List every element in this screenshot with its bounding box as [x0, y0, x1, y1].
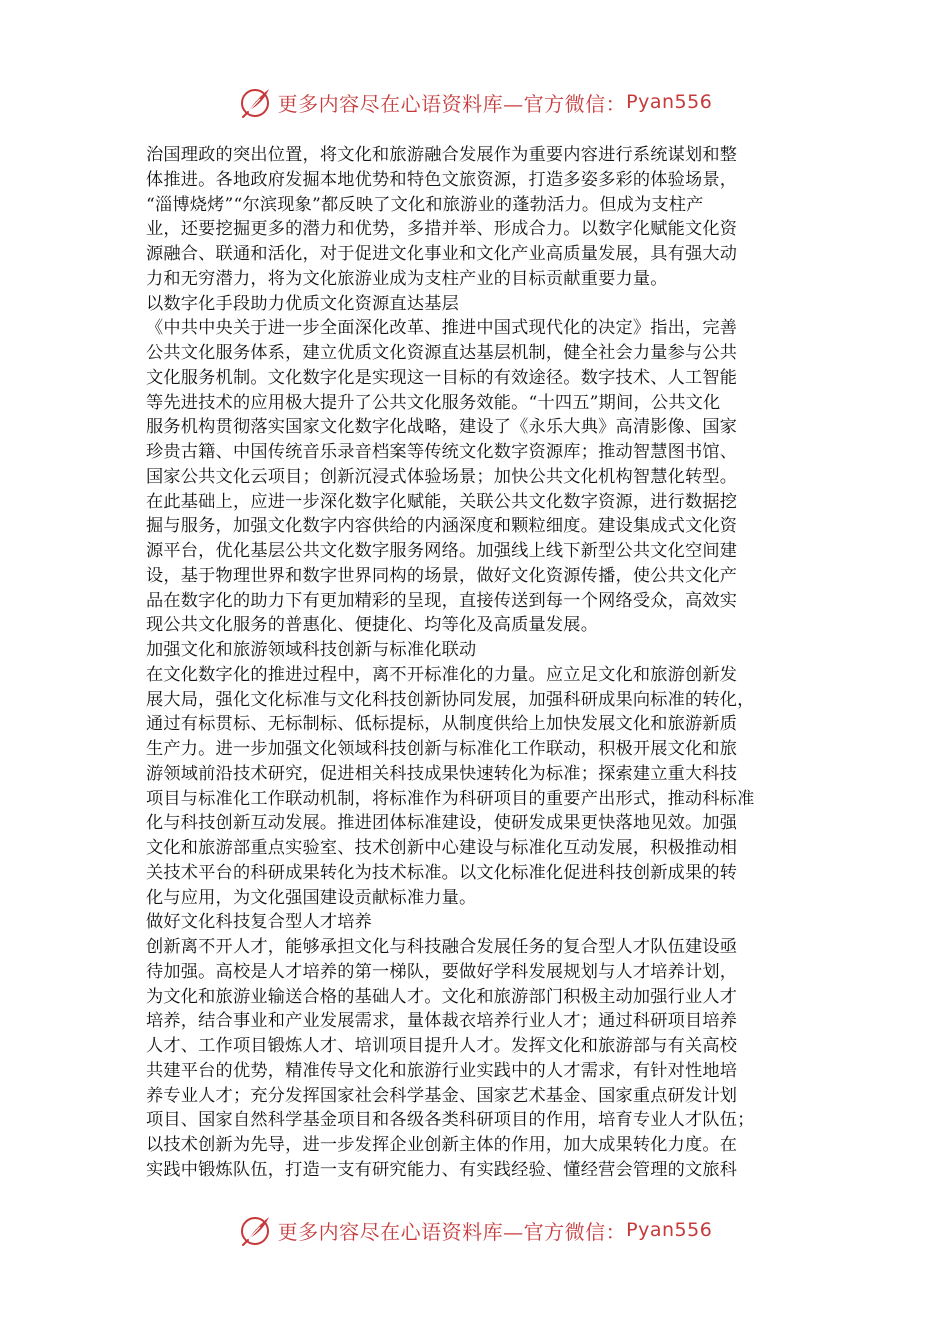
text-line: 掘与服务，加强文化数字内容供给的内涵深度和颗粒细度。建设集成式文化资 [146, 516, 738, 537]
feather-quill-logo-icon [238, 84, 274, 120]
footer-banner [0, 1208, 950, 1252]
text-line: 现公共文化服务的普惠化、便捷化、均等化及高质量发展。 [146, 615, 599, 636]
text-line: 品在数字化的助力下有更加精彩的呈现，直接传送到每一个网络受众，高效实 [146, 590, 738, 611]
text-line: 化与应用，为文化强国建设贡献标准力量。 [146, 887, 477, 908]
header-banner [0, 80, 950, 124]
banner-text: 更多内容尽在心语资料库—官方微信： [277, 91, 627, 116]
text-line: 生产力。进一步加强文化领域科技创新与标准化工作联动，积极开展文化和旅 [146, 739, 738, 759]
text-line: 待加强。高校是人才培养的第一梯队，要做好学科发展规划与人才培养计划， [146, 961, 738, 982]
text-line: 共建平台的优势，精准传导文化和旅游行业实践中的人才需求，有针对性地培 [146, 1060, 738, 1081]
feather-quill-logo-icon [238, 1212, 274, 1248]
text-line: 珍贵古籍、中国传统音乐录音档案等传统文化数字资源库；推动智慧图书馆、 [146, 442, 738, 462]
banner-wechat-id: Pyan556 [626, 1219, 713, 1241]
text-line: 项目、国家自然科学基金项目和各级各类科研项目的作用，培育专业人才队伍； [146, 1110, 755, 1131]
text-line: 源平台，优化基层公共文化数字服务网络。加强线上线下新型公共文化空间建 [146, 541, 738, 561]
text-line: 等先进技术的应用极大提升了公共文化服务效能。“十四五”期间，公共文化 [146, 392, 721, 413]
text-line: 人才、工作项目锻炼人才、培训项目提升人才。发挥文化和旅游部与有关高校 [146, 1036, 738, 1056]
text-line: 项目与标准化工作联动机制，将标准作为科研项目的重要产出形式，推动科标准 [146, 788, 755, 809]
text-line: 文化服务机制。文化数字化是实现这一目标的有效途径。数字技术、人工智能 [146, 367, 738, 388]
text-line: 培养，结合事业和产业发展需求，量体裁衣培养行业人才；通过科研项目培养 [146, 1011, 738, 1032]
text-line: 文化和旅游部重点实验室、技术创新中心建设与标准化互动发展，积极推动相 [146, 838, 738, 858]
text-line: 在此基础上，应进一步深化数字化赋能，关联公共文化数字资源，进行数据挖 [146, 491, 738, 512]
text-line: 国家公共文化云项目；创新沉浸式体验场景；加快公共文化机构智慧化转型。 [146, 466, 738, 487]
text-line: 公共文化服务体系，建立优质文化资源直达基层机制，健全社会力量参与公共 [146, 343, 738, 363]
text-line: 以技术创新为先导，进一步发挥企业创新主体的作用，加大成果转化力度。在 [146, 1135, 738, 1155]
text-line: 以数字化手段助力优质文化资源直达基层 [146, 293, 459, 314]
text-line: 化与科技创新互动发展。推进团体标准建设，使研发成果更快落地见效。加强 [146, 813, 738, 834]
text-line: 做好文化科技复合型人才培养 [146, 912, 373, 933]
text-line: 《中共中央关于进一步全面深化改革、推进中国式现代化的决定》指出，完善 [146, 318, 738, 339]
text-line: “淄博烧烤”“尔滨现象”都反映了文化和旅游业的蓬勃活力。但成为支柱产 [146, 194, 704, 215]
text-line: 在文化数字化的推进过程中，离不开标准化的力量。应立足文化和旅游创新发 [146, 664, 738, 685]
text-line: 源融合、联通和活化，对于促进文化事业和文化产业高质量发展，具有强大动 [146, 244, 738, 264]
banner-text: 更多内容尽在心语资料库—官方微信： [277, 1219, 627, 1244]
text-line: 服务机构贯彻落实国家文化数字化战略，建设了《永乐大典》高清影像、国家 [146, 417, 738, 438]
text-line: 设，基于物理世界和数字世界同构的场景，做好文化资源传播，使公共文化产 [146, 565, 738, 586]
banner-wechat-id: Pyan556 [626, 91, 713, 113]
footer-banner-content [238, 1212, 713, 1248]
text-line: 养专业人才；充分发挥国家社会科学基金、国家艺术基金、国家重点研发计划 [146, 1085, 738, 1106]
text-line: 展大局，强化文化标准与文化科技创新协同发展，加强科研成果向标准的转化， [146, 689, 755, 710]
header-banner-content [238, 84, 713, 120]
text-line: 通过有标贯标、无标制标、低标提标，从制度供给上加快发展文化和旅游新质 [146, 714, 738, 735]
text-line: 业，还要挖掘更多的潜力和优势，多措并举、形成合力。以数字化赋能文化资 [146, 219, 738, 240]
text-line: 实践中锻炼队伍，打造一支有研究能力、有实践经验、懂经营会管理的文旅科 [146, 1159, 738, 1180]
text-line: 关技术平台的科研成果转化为技术标准。以文化标准化促进科技创新成果的转 [146, 862, 738, 883]
article-body [146, 143, 818, 1183]
text-line: 体推进。各地政府发掘本地优势和特色文旅资源，打造多姿多彩的体验场景， [146, 169, 738, 190]
text-line: 治国理政的突出位置，将文化和旅游融合发展作为重要内容进行系统谋划和整 [146, 145, 738, 165]
text-line: 游领域前沿技术研究，促进相关科技成果快速转化为标准；探索建立重大科技 [146, 763, 738, 784]
text-line: 为文化和旅游业输送合格的基础人才。文化和旅游部门积极主动加强行业人才 [146, 986, 738, 1007]
text-line: 加强文化和旅游领域科技创新与标准化联动 [146, 640, 477, 660]
text-line: 创新离不开人才，能够承担文化与科技融合发展任务的复合型人才队伍建设亟 [146, 937, 738, 957]
text-line: 力和无穷潜力，将为文化旅游业成为支柱产业的目标贡献重要力量。 [146, 268, 668, 289]
